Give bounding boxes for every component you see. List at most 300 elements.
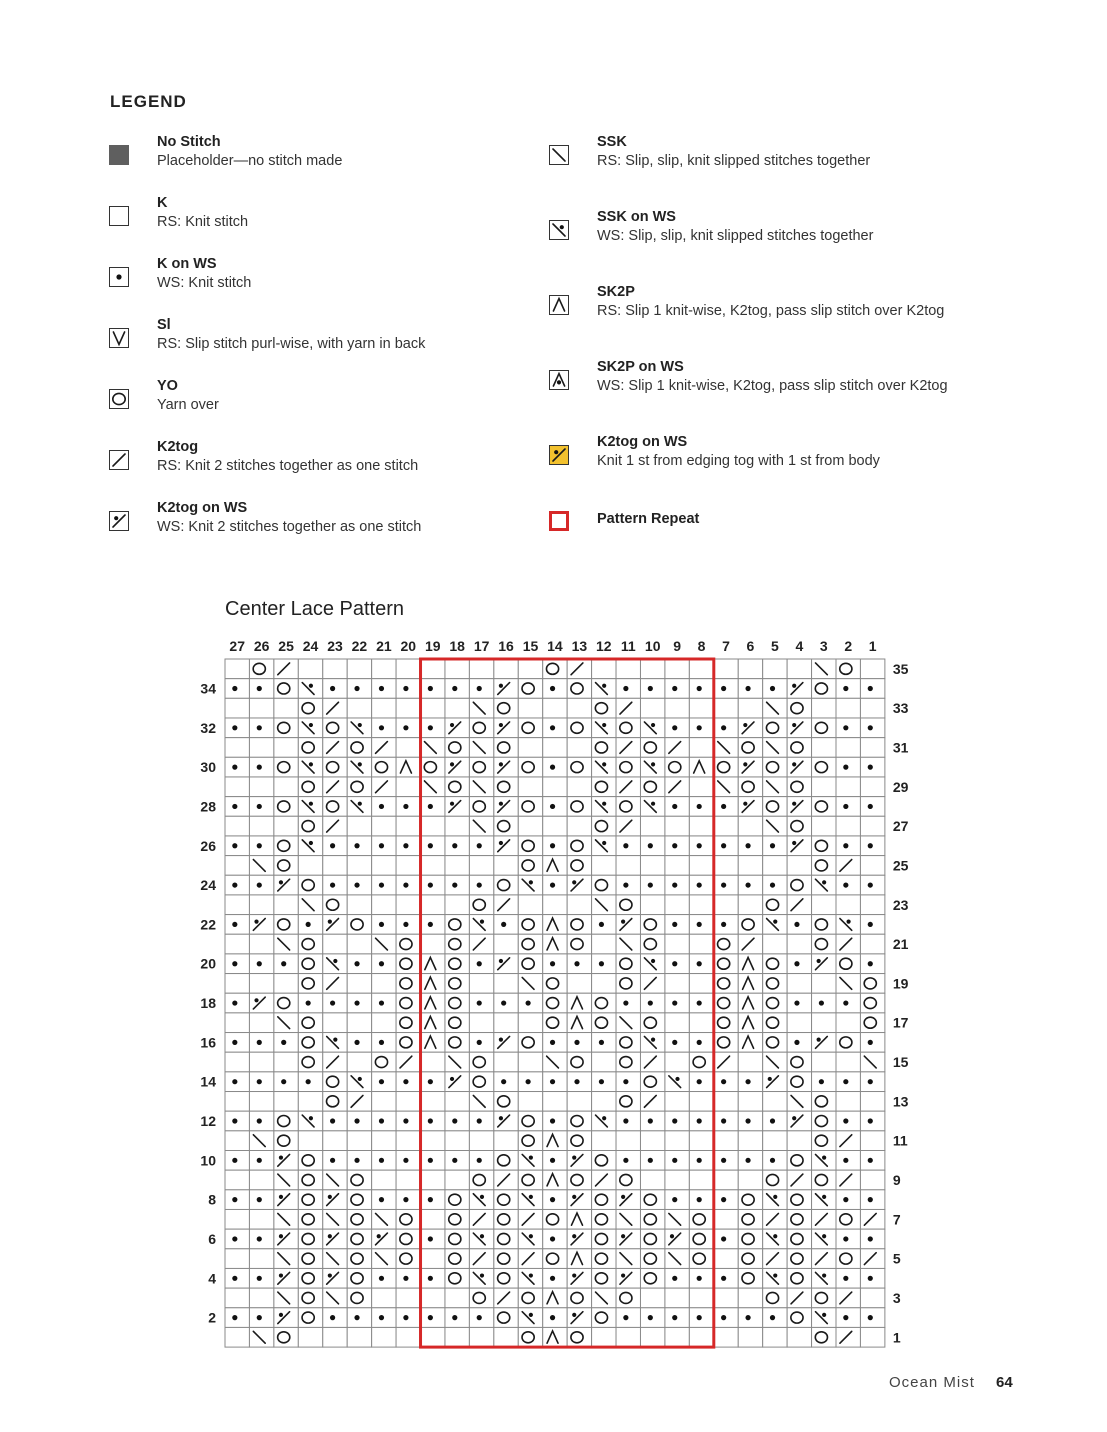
chart-cell (836, 718, 860, 738)
chart-cell (421, 1033, 445, 1053)
chart-cell (323, 954, 347, 974)
chart-cell (225, 1013, 249, 1033)
chart-cell (274, 1052, 298, 1072)
chart-cell (689, 974, 713, 994)
chart-cell (494, 1308, 518, 1328)
chart-cell (714, 1052, 738, 1072)
chart-cell (616, 757, 640, 777)
chart-cell (298, 718, 322, 738)
chart-cell (616, 1249, 640, 1269)
chart-cell (396, 993, 420, 1013)
chart-cell (298, 1327, 322, 1347)
legend-item-name: K2tog (157, 439, 199, 455)
chart-cell (396, 1288, 420, 1308)
chart-cell (567, 974, 591, 994)
chart-cell (396, 875, 420, 895)
chart-cell (860, 797, 884, 817)
column-number: 4 (795, 638, 804, 654)
chart-cell (249, 757, 273, 777)
chart-cell (396, 1170, 420, 1190)
chart-cell (518, 1151, 542, 1171)
chart-cell (592, 875, 616, 895)
chart-cell (738, 1111, 762, 1131)
chart-cell (274, 1092, 298, 1112)
chart-cell (249, 1072, 273, 1092)
chart-cell (812, 1170, 836, 1190)
chart-cell (787, 1013, 811, 1033)
column-numbers (229, 638, 876, 654)
column-number: 24 (302, 638, 319, 654)
chart-cell (494, 1111, 518, 1131)
chart-cell (592, 698, 616, 718)
chart-cell (445, 659, 469, 679)
chart-cell (494, 679, 518, 699)
chart-cell (274, 659, 298, 679)
chart-cell (323, 1327, 347, 1347)
chart-cell (372, 1249, 396, 1269)
chart-cell (714, 1268, 738, 1288)
chart-cell (812, 1013, 836, 1033)
chart-cell (763, 915, 787, 935)
chart-cell (689, 1327, 713, 1347)
chart-cell (396, 1033, 420, 1053)
chart-cell (543, 1013, 567, 1033)
chart-cell (860, 1249, 884, 1269)
chart-cell (421, 1209, 445, 1229)
chart-cell (640, 915, 664, 935)
chart-cell (640, 993, 664, 1013)
chart-cell (249, 1131, 273, 1151)
chart-cell (640, 1151, 664, 1171)
chart-cell (763, 1092, 787, 1112)
chart-cell (567, 1052, 591, 1072)
chart-cell (592, 1268, 616, 1288)
chart-cell (592, 1092, 616, 1112)
chart-cell (372, 1288, 396, 1308)
chart-cell (640, 1072, 664, 1092)
chart-cell (616, 836, 640, 856)
chart-cell (323, 1190, 347, 1210)
column-number: 9 (673, 638, 682, 654)
chart-cell (860, 679, 884, 699)
chart-cell (469, 797, 493, 817)
chart-cell (518, 856, 542, 876)
chart-cell (592, 1072, 616, 1092)
chart-cell (469, 1308, 493, 1328)
chart-cell (396, 895, 420, 915)
chart-cell (714, 934, 738, 954)
chart-cell (665, 1151, 689, 1171)
chart-cell (763, 1249, 787, 1269)
chart-cell (860, 974, 884, 994)
chart-cell (640, 757, 664, 777)
chart-cell (469, 718, 493, 738)
chart-cell (225, 698, 249, 718)
chart-cell (640, 856, 664, 876)
legend-item-name: SSK on WS (597, 209, 676, 225)
chart-cell (738, 954, 762, 974)
chart-cell (689, 757, 713, 777)
chart-cell (249, 1151, 273, 1171)
chart-cell (787, 659, 811, 679)
chart-cell (249, 679, 273, 699)
chart-cell (689, 1170, 713, 1190)
chart-cell (445, 718, 469, 738)
chart-cell (812, 1151, 836, 1171)
chart-cells (225, 659, 885, 1347)
chart-cell (763, 934, 787, 954)
chart-cell (421, 1131, 445, 1151)
chart-cell (518, 659, 542, 679)
chart-cell (469, 1229, 493, 1249)
legend-item-description: Placeholder—no stitch made (157, 153, 343, 169)
chart-cell (665, 797, 689, 817)
chart-cell (787, 816, 811, 836)
chart-cell (689, 1268, 713, 1288)
chart-cell (298, 954, 322, 974)
chart-cell (396, 659, 420, 679)
chart-cell (469, 1170, 493, 1190)
chart-cell (396, 777, 420, 797)
chart-cell (347, 777, 371, 797)
chart-cell (225, 1288, 249, 1308)
chart-cell (543, 797, 567, 817)
chart-cell (421, 934, 445, 954)
chart-cell (665, 1229, 689, 1249)
chart-cell (249, 875, 273, 895)
chart-cell (469, 816, 493, 836)
chart-cell (543, 1209, 567, 1229)
chart-cell (689, 1209, 713, 1229)
chart-cell (665, 1170, 689, 1190)
chart-cell (763, 1072, 787, 1092)
chart-cell (543, 1327, 567, 1347)
chart-cell (616, 698, 640, 718)
chart-cell (396, 1190, 420, 1210)
column-number: 11 (620, 638, 636, 654)
chart-cell (274, 738, 298, 758)
chart-cell (592, 679, 616, 699)
chart-cell (592, 1013, 616, 1033)
chart-cell (274, 1190, 298, 1210)
chart-cell (689, 718, 713, 738)
legend-item-description: RS: Slip, slip, knit slipped stitches together (597, 153, 871, 169)
chart-cell (518, 1092, 542, 1112)
column-number: 6 (746, 638, 755, 654)
chart-cell (347, 816, 371, 836)
chart-cell (347, 1170, 371, 1190)
chart-cell (689, 993, 713, 1013)
chart-cell (298, 659, 322, 679)
chart-cell (836, 1013, 860, 1033)
chart-cell (738, 1131, 762, 1151)
chart-cell (298, 974, 322, 994)
chart-cell (494, 1327, 518, 1347)
chart-cell (225, 1170, 249, 1190)
chart-cell (860, 1308, 884, 1328)
chart-cell (714, 875, 738, 895)
row-number: 28 (200, 798, 216, 815)
chart-cell (689, 836, 713, 856)
chart-cell (763, 1170, 787, 1190)
chart-cell (738, 777, 762, 797)
chart-cell (445, 698, 469, 718)
chart-cell (860, 856, 884, 876)
chart-cell (689, 816, 713, 836)
chart-cell (323, 757, 347, 777)
chart-cell (592, 659, 616, 679)
chart-cell (616, 1013, 640, 1033)
chart-cell (323, 1170, 347, 1190)
chart-cell (225, 915, 249, 935)
legend-item-name: Pattern Repeat (597, 511, 700, 527)
column-number: 1 (868, 638, 877, 654)
chart-cell (396, 738, 420, 758)
chart-cell (518, 797, 542, 817)
chart-cell (860, 1209, 884, 1229)
chart-cell (298, 679, 322, 699)
chart-cell (763, 1327, 787, 1347)
chart-cell (274, 856, 298, 876)
chart-cell (689, 856, 713, 876)
chart-cell (689, 1229, 713, 1249)
chart-cell (249, 1013, 273, 1033)
chart-cell (323, 875, 347, 895)
chart-cell (860, 738, 884, 758)
chart-cell (372, 679, 396, 699)
chart-cell (787, 1308, 811, 1328)
chart-cell (640, 895, 664, 915)
chart-cell (372, 954, 396, 974)
chart-cell (592, 1229, 616, 1249)
chart-cell (616, 718, 640, 738)
chart-cell (518, 679, 542, 699)
chart-cell (543, 836, 567, 856)
chart-cell (812, 954, 836, 974)
chart-cell (372, 1052, 396, 1072)
chart-cell (543, 1308, 567, 1328)
chart-cell (445, 777, 469, 797)
chart-cell (396, 816, 420, 836)
chart-cell (225, 1190, 249, 1210)
chart-cell (225, 875, 249, 895)
chart-cell (347, 718, 371, 738)
chart-cell (323, 836, 347, 856)
chart-cell (592, 1249, 616, 1269)
chart-cell (787, 1092, 811, 1112)
chart-cell (567, 659, 591, 679)
chart-cell (396, 974, 420, 994)
chart-cell (836, 1327, 860, 1347)
row-number: 14 (200, 1073, 216, 1090)
chart-cell (714, 1151, 738, 1171)
chart-cell (787, 1131, 811, 1151)
chart-cell (518, 1131, 542, 1151)
chart-cell (225, 1033, 249, 1053)
chart-cell (836, 934, 860, 954)
row-number: 34 (200, 680, 216, 697)
chart-cell (592, 1052, 616, 1072)
chart-cell (738, 1170, 762, 1190)
chart-cell (347, 1327, 371, 1347)
chart-cell (494, 659, 518, 679)
chart-cell (812, 974, 836, 994)
chart-cell (689, 698, 713, 718)
chart-cell (689, 915, 713, 935)
chart-cell (836, 679, 860, 699)
chart-cell (518, 1013, 542, 1033)
chart-cell (421, 797, 445, 817)
chart-cell (249, 718, 273, 738)
column-number: 14 (547, 638, 563, 654)
chart-cell (860, 1033, 884, 1053)
chart-cell (592, 856, 616, 876)
chart-cell (787, 1170, 811, 1190)
chart-cell (665, 718, 689, 738)
chart-cell (274, 1072, 298, 1092)
chart-cell (469, 993, 493, 1013)
chart-cell (592, 915, 616, 935)
chart-cell (323, 915, 347, 935)
chart-cell (323, 1288, 347, 1308)
chart-cell (543, 954, 567, 974)
chart-cell (494, 1229, 518, 1249)
legend-item-description: Knit 1 st from edging tog with 1 st from body (597, 453, 880, 469)
column-number: 15 (522, 638, 539, 654)
chart-cell (274, 1111, 298, 1131)
chart-cell (787, 1288, 811, 1308)
chart-cell (738, 1092, 762, 1112)
column-number: 8 (697, 638, 706, 654)
chart-cell (421, 1327, 445, 1347)
chart-cell (787, 1190, 811, 1210)
footer-book-title: Ocean Mist (889, 1374, 975, 1391)
chart-cell (592, 1131, 616, 1151)
chart-cell (665, 1131, 689, 1151)
chart-cell (836, 1033, 860, 1053)
chart-cell (665, 895, 689, 915)
chart-cell (860, 1131, 884, 1151)
chart-cell (738, 836, 762, 856)
chart-cell (372, 659, 396, 679)
chart-cell (640, 1288, 664, 1308)
chart-cell (469, 1190, 493, 1210)
chart-cell (225, 777, 249, 797)
chart-cell (274, 1268, 298, 1288)
chart-cell (738, 718, 762, 738)
chart-cell (469, 1013, 493, 1033)
chart-cell (567, 895, 591, 915)
chart-cell (347, 1072, 371, 1092)
chart-cell (274, 1151, 298, 1171)
chart-cell (787, 1072, 811, 1092)
chart-cell (738, 679, 762, 699)
chart-cell (469, 934, 493, 954)
chart-cell (665, 659, 689, 679)
chart-cell (372, 1229, 396, 1249)
chart-cell (372, 1013, 396, 1033)
chart-cell (592, 738, 616, 758)
chart-cell (763, 856, 787, 876)
chart-cell (812, 993, 836, 1013)
chart-cell (763, 1013, 787, 1033)
chart-cell (592, 1190, 616, 1210)
chart-cell (274, 1131, 298, 1151)
chart-cell (787, 777, 811, 797)
chart-cell (469, 1249, 493, 1269)
chart-cell (249, 1288, 273, 1308)
chart-cell (396, 698, 420, 718)
chart-cell (860, 1072, 884, 1092)
chart-cell (689, 1111, 713, 1131)
chart-cell (860, 1327, 884, 1347)
footer-page-number: 64 (996, 1374, 1013, 1391)
chart-cell (738, 875, 762, 895)
chart-cell (543, 659, 567, 679)
chart-cell (812, 816, 836, 836)
chart-cell (494, 777, 518, 797)
row-number: 23 (892, 896, 909, 913)
row-number: 5 (892, 1250, 901, 1267)
chart-cell (249, 797, 273, 817)
chart-cell (494, 875, 518, 895)
chart-cell (494, 1151, 518, 1171)
column-number: 12 (596, 638, 612, 654)
chart-cell (445, 895, 469, 915)
chart-cell (518, 934, 542, 954)
chart-cell (396, 757, 420, 777)
chart-cell (372, 738, 396, 758)
chart-cell (640, 954, 664, 974)
chart-cell (494, 954, 518, 974)
chart-cell (689, 934, 713, 954)
chart-cell (323, 738, 347, 758)
chart-cell (665, 1209, 689, 1229)
chart-cell (665, 875, 689, 895)
chart-cell (445, 1249, 469, 1269)
chart-cell (323, 1229, 347, 1249)
chart-cell (787, 757, 811, 777)
chart-cell (274, 915, 298, 935)
chart-cell (836, 895, 860, 915)
chart-cell (665, 856, 689, 876)
chart-cell (860, 816, 884, 836)
chart-cell (836, 915, 860, 935)
chart-cell (640, 1327, 664, 1347)
chart-cell (640, 1209, 664, 1229)
chart-cell (616, 1111, 640, 1131)
chart-cell (567, 1268, 591, 1288)
chart-cell (763, 836, 787, 856)
chart-cell (518, 875, 542, 895)
chart-cell (445, 993, 469, 1013)
chart-cell (567, 698, 591, 718)
chart-cell (421, 738, 445, 758)
chart-cell (812, 738, 836, 758)
chart-cell (249, 659, 273, 679)
chart-cell (616, 1072, 640, 1092)
chart-cell (592, 895, 616, 915)
chart-cell (860, 659, 884, 679)
chart-cell (714, 1308, 738, 1328)
chart-cell (543, 1033, 567, 1053)
chart-cell (347, 895, 371, 915)
chart-cell (421, 698, 445, 718)
chart-cell (347, 698, 371, 718)
chart-cell (714, 718, 738, 738)
chart-cell (567, 1013, 591, 1033)
chart-cell (665, 1190, 689, 1210)
